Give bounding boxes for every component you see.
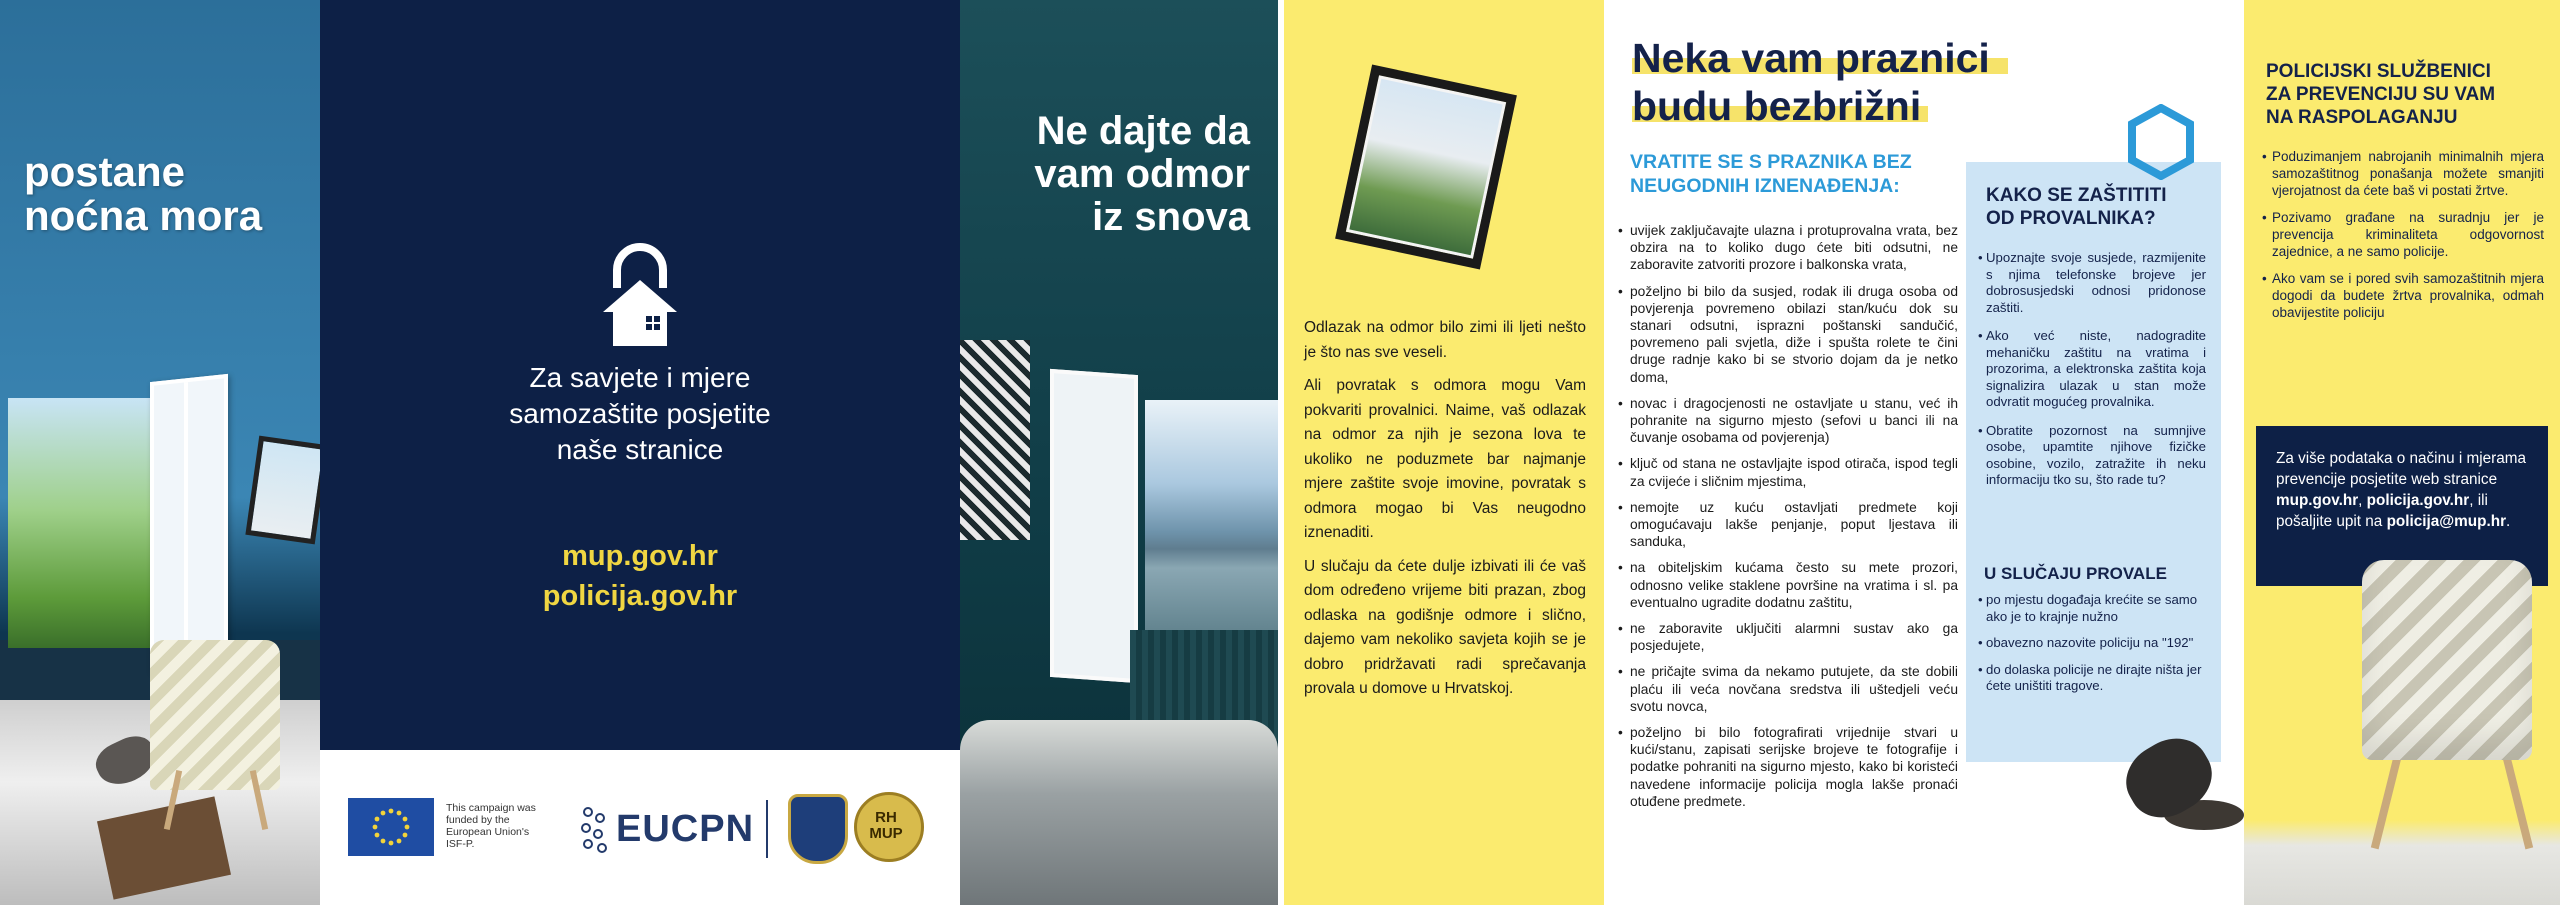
window-tree-view-image: [8, 398, 168, 648]
bed-blanket-image: [960, 720, 1278, 905]
rug-image: [2244, 820, 2560, 905]
list-item: • Pozivamo građane na suradnju jer je prevencija kriminaliteta odgovornost zajednice, a ne samo policije.: [2262, 209, 2544, 260]
armchair-image: [2362, 560, 2532, 760]
front-title-line: vam odmor: [1034, 152, 1250, 196]
front-title-line: Ne dajte da: [1036, 109, 1250, 153]
police-list: [2262, 148, 2544, 331]
list-item: • Ako vam se i pored svih samozaštitnih mjera dogodi da budete žrtva provalnika, odmah obavijestite policiju: [2262, 270, 2544, 321]
list-item: • Ako već niste, nadogradite mehaničku zaštitu na vratima i prozorima, a elektronska zaštita koja signalizira ulazak u stan može odvratit mogućeg provalnika.: [1978, 328, 2206, 411]
link-mup[interactable]: mup.gov.hr: [562, 540, 718, 572]
burglary-list: [1978, 592, 2206, 705]
contact-link-mup[interactable]: mup.gov.hr: [2276, 492, 2359, 509]
list-item: • uvijek zaključavajte ulazna i protuprovalna vrata, bez obzira na to koliko dugo ćete biti odsutni, ne zaboravite zatvoriti prozore i balkonska vrata,: [1618, 222, 1958, 274]
intro-line: Za savjete i mjere: [529, 362, 751, 393]
back-cover-panel: [320, 0, 960, 905]
list-item: • poželjno bi bilo da susjed, rodak ili druga osoba od povjerenja povremeno obilazi stan/kuću dok su stanari odsutni, isprazni poštanski sandučić, povremeno pali svjetla, diže i spušta rolete te čini druge radnje kako bi se stvorio dojam da je netko doma,: [1618, 283, 1958, 386]
list-item: • na obiteljskim kućama često su mete prozori, odnosno velike staklene površine na vratima i sl. pa eventualno ugradite dodatnu zaštitu,: [1618, 559, 1958, 611]
mup-seal-text: RH MUP: [869, 809, 903, 842]
main-title-line: Neka vam praznici: [1632, 35, 1990, 81]
police-badge-icon: [788, 794, 848, 864]
cover-title-line: postane: [24, 148, 186, 195]
house-lock-icon: [599, 240, 681, 350]
cover-panel-front: [960, 0, 1278, 905]
intro-body: [1304, 316, 1586, 711]
police-heading-line: NA RASPOLAGANJU: [2266, 107, 2458, 128]
intro-line: naše stranice: [556, 434, 724, 465]
list-item: • nemojte uz kuću ostavljati predmete koji omogućavaju lakše penjanje, poput ljestava ili sanduka,: [1618, 499, 1958, 551]
tilted-picture-frame-image: [245, 436, 320, 545]
main-title-line: budu bezbrižni: [1632, 83, 1922, 129]
front-title: [960, 110, 1250, 239]
lake-view-image: [1145, 400, 1278, 640]
logo-footer: [320, 750, 960, 905]
list-item: • ključ od stana ne ostavljajte ispod otirača, ispod tegli za cvijeće i sličnim mjestima,: [1618, 455, 1958, 489]
open-window-image: [150, 374, 228, 672]
cover-panel-left: [0, 0, 320, 905]
inner-right-panel: [2244, 0, 2560, 905]
contact-link-policija[interactable]: policija.gov.hr: [2366, 492, 2470, 509]
eucpn-dots-icon: [578, 798, 612, 858]
contact-text-part: ,: [2358, 492, 2367, 509]
main-title: [1632, 34, 2052, 130]
list-item: • poželjno bi bilo fotografirati vrijednije stvari u kući/stanu, zapisati serijske brojeve te fotografije i podatke pohraniti na sigurno mjesto, kako bi koristeći navedene informacije policija mogla lakše pronaći otuđene predmete.: [1618, 724, 1958, 810]
tips-list: [1618, 222, 1958, 819]
intro-line: samozaštite posjetite: [509, 398, 771, 429]
armchair-image: [150, 640, 280, 790]
subtitle-line: VRATITE SE S PRAZNIKA BEZ: [1630, 151, 1912, 173]
list-item: • Upoznajte svoje susjede, razmijenite s njima telefonske brojeve jer dobrosusjedski odnosi pridonose zaštiti.: [1978, 250, 2206, 316]
subtitle-line: NEUGODNIH IZNENAĐENJA:: [1630, 175, 1900, 197]
protection-heading-line: KAKO SE ZAŠTITITI: [1986, 185, 2167, 206]
protection-heading: [1986, 184, 2206, 230]
framed-landscape-picture: [1335, 65, 1517, 270]
list-item: • Poduzimanjem nabrojanih minimalnih mjera samozaštitnog ponašanja možete smanjiti vjerojatnost da ćete baš vi postati žrtve.: [2262, 148, 2544, 199]
police-heading-line: POLICIJSKI SLUŽBENICI: [2266, 61, 2491, 82]
list-item: • obavezno nazovite policiju na "192": [1978, 635, 2206, 652]
list-item: • ne pričajte svima da nekamo putujete, da ste dobili plaću ili veća novčana sredstva ili uštedjeli veću svotu novca,: [1618, 663, 1958, 715]
eu-flag-icon: [348, 798, 434, 856]
burglary-heading: U SLUČAJU PROVALE: [1984, 564, 2167, 583]
contact-text-part: Za više podataka o načinu i mjerama prevencije posjetite web stranice: [2276, 450, 2526, 488]
list-item: • do dolaska policije ne dirajte ništa jer ćete uništiti tragove.: [1978, 662, 2206, 695]
list-item: • ne zaboravite uključiti alarmni sustav ako ga posjedujete,: [1618, 620, 1958, 654]
inner-middle-panel: [1604, 0, 2244, 905]
list-item: • Obratite pozornost na sumnjive osobe, upamtite njihove fizičke osobine, vozilo, zatražite ih neku informaciju tko su, što rade tu?: [1978, 423, 2206, 489]
link-policija[interactable]: policija.gov.hr: [542, 580, 738, 612]
logo-divider: [766, 800, 768, 858]
hexagon-icon: [2128, 104, 2194, 180]
cover-title: [24, 150, 314, 238]
contact-text-part: .: [2506, 513, 2511, 530]
list-item: • po mjestu događaja krećite se samo ako je to krajnje nužno: [1978, 592, 2206, 625]
police-heading: [2266, 60, 2546, 129]
open-window-image: [1050, 369, 1138, 683]
front-title-line: iz snova: [1092, 195, 1250, 239]
contact-text: [2276, 448, 2534, 532]
intro-text: [380, 360, 900, 468]
eu-stars-icon: [348, 798, 434, 856]
intro-paragraph: U slučaju da ćete dulje izbivati ili će vaš dom određeno vrijeme biti prazan, zbog odlaska na godišnje odmore i slično, dajemo vam nekoliko savjeta kojih se je dobro pridržavati radi sprečavanja provala u domove u Hrvatskoj.: [1304, 557, 1586, 697]
protection-heading-line: OD PROVALNIKA?: [1986, 208, 2156, 229]
list-item: • novac i dragocjenosti ne ostavljate u stanu, već ih pohranite na sigurno mjesto (sefovi u banci ili na čuvanje osobama od povjerenja): [1618, 395, 1958, 447]
police-heading-line: ZA PREVENCIJU SU VAM: [2266, 84, 2496, 105]
contact-email[interactable]: policija@mup.hr: [2386, 513, 2507, 530]
contact-text-part: , ili pošaljite upit na: [2276, 492, 2488, 530]
patterned-wall-image: [960, 340, 1030, 540]
intro-paragraph: Ali povratak s odmora mogu Vam pokvariti provalnici. Naime, vaš odlazak na odmor za njih je sezona lova te ukoliko ne poduzmete bar najmanje mjere zaštite svoje imovine, povratak s odmora mogao bi Vas neugodno iznenaditi.: [1304, 377, 1586, 541]
subtitle: [1630, 150, 1960, 198]
eucpn-logo-text: EUCPN: [616, 808, 755, 850]
protection-list: [1978, 250, 2206, 501]
cover-title-line: noćna mora: [24, 192, 263, 239]
inner-left-panel: [1284, 0, 1604, 905]
eu-funding-text: This campaign was funded by the European Union's ISF-P.: [446, 802, 536, 850]
intro-paragraph: Odlazak na odmor bilo zimi ili ljeti nešto je što nas sve veseli.: [1304, 319, 1586, 361]
